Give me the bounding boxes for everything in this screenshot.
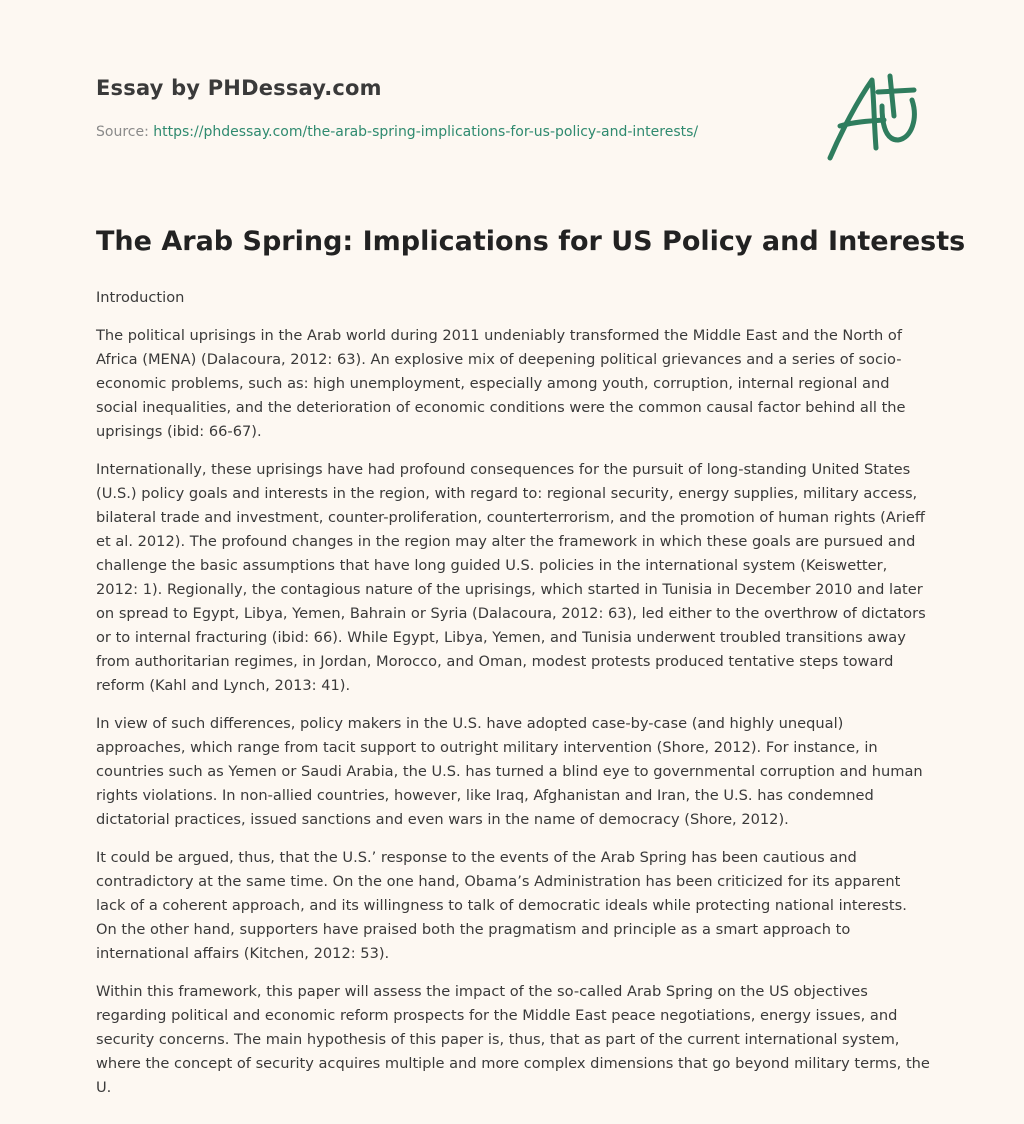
paragraph: In view of such differences, policy makers in the U.S. have adopted case-by-case (and highly unequal) approaches, which range from tacit support to outright military intervention (Shore, 2012). For instance, in countries such as Yemen or Saudi Arabia, the U.S. has turned a blind eye to governmental corruption and human rights violations. In non-allied countries, however, like Iraq, Afghanistan and Iran, the U.S. has condemned dictatorial practices, issued sanctions and even wars in the name of democracy (Shore, 2012). xyxy=(96,715,923,828)
essay-title: The Arab Spring: Implications for US Policy and Interests xyxy=(96,226,966,257)
paragraph: Internationally, these uprisings have had profound consequences for the pursuit of long-standing United States (U.S.) policy goals and interests in the region, with regard to: regional security, energy supplies, military access, bilateral trade and investment, counter-proliferation, counterterrorism, and the promotion of human rights (Arieff et al. 2012). The profound changes in the region may alter the framework in which these goals are pursued and challenge the basic assumptions that have long guided U.S. policies in the international system (Keiswetter, 2012: 1). Regionally, the contagious nature of the uprisings, which started in Tunisia in December 2010 and later on spread to Egypt, Libya, Yemen, Bahrain or Syria (Dalacoura, 2012: 63), led either to the overthrow of dictators or to internal fracturing (ibid: 66). While Egypt, Libya, Yemen, and Tunisia underwent troubled transitions away from authoritarian regimes, in Jordan, Morocco, and Oman, modest protests produced tentative steps toward reform (Kahl and Lynch, 2013: 41). xyxy=(96,461,926,694)
paragraph: The political uprisings in the Arab world during 2011 undeniably transformed the Middle East and the North of Africa (MENA) (Dalacoura, 2012: 63). An explosive mix of deepening political grievances and a series of socio-economic problems, such as: high unemployment, especially among youth, corruption, internal regional and social inequalities, and the deterioration of economic conditions were the common causal factor behind all the uprisings (ibid: 66-67). xyxy=(96,327,906,440)
paragraph: It could be argued, thus, that the U.S.’ response to the events of the Arab Spring has been cautious and contradictory at the same time. On the one hand, Obama’s Administration has been criticized for its apparent lack of a coherent approach, and its willingness to talk of democratic ideals while protecting national interests. On the other hand, supporters have praised both the pragmatism and principle as a smart approach to international affairs (Kitchen, 2012: 53). xyxy=(96,849,907,962)
a-plus-logo-icon xyxy=(824,66,928,166)
essay-body xyxy=(96,286,932,1114)
essay-page xyxy=(96,0,966,1096)
source-line xyxy=(96,124,698,140)
source-label: Source: xyxy=(96,124,154,140)
source-link[interactable]: https://phdessay.com/the-arab-spring-implications-for-us-policy-and-interests/ xyxy=(153,124,699,140)
paragraph-heading: Introduction xyxy=(96,289,185,306)
page-header xyxy=(96,0,932,200)
paragraph: Within this framework, this paper will assess the impact of the so-called Arab Spring on the US objectives regarding political and economic reform prospects for the Middle East peace negotiations, energy issues, and security concerns. The main hypothesis of this paper is, thus, that as part of the current international system, where the concept of security acquires multiple and more complex dimensions that go beyond military terms, the U. xyxy=(96,983,930,1096)
brand-title: Essay by PHDessay.com xyxy=(96,76,382,100)
